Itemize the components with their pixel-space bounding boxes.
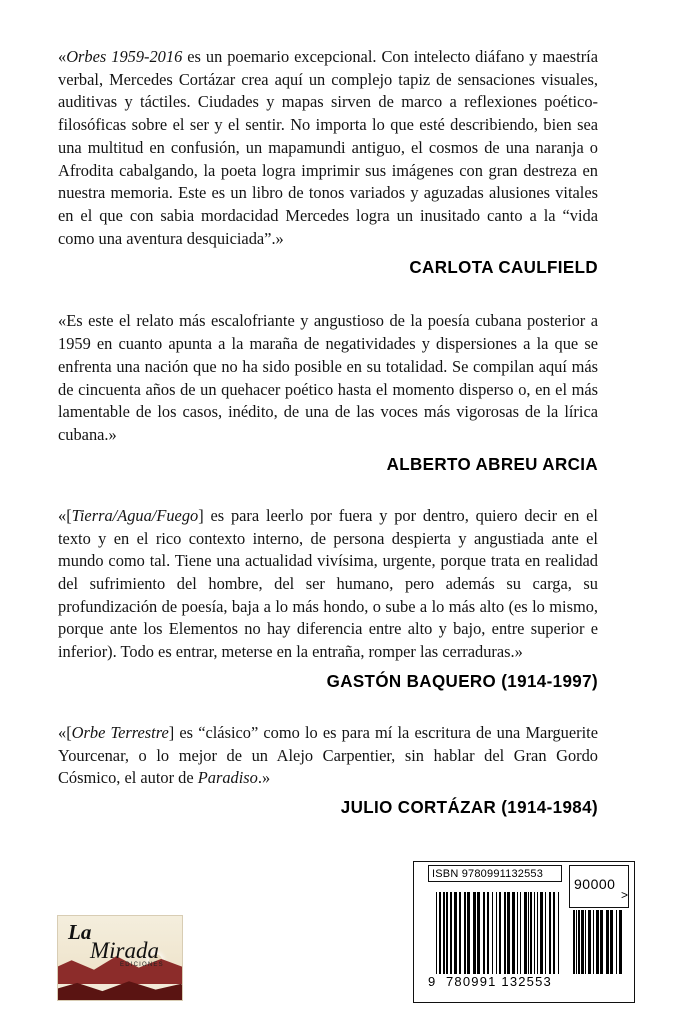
logo-text-mirada: Mirada [90,938,159,963]
publisher-logo [57,915,183,1001]
barcode-digits-main: 780991 132553 [446,974,552,989]
blurb-3 [58,505,598,692]
blurb-1-text: «Orbes 1959-2016 es un poemario excepcional. Con intelecto diáfano y maestría verbal, Mercedes Cortázar crea aquí un complejo tapiz de sensaciones visuales, auditivas y táctiles. Ciudades y mapas sirven de marco a reflexiones poético-filosóficas sobre el ser y el sentir. No importa lo que esté describiendo, bien sea una multitud en confusión, un mapamundi antiguo, el cosmos de una naranja o Afrodita cabalgando, la poeta logra imprimir sus imágenes con gran destreza en nuestra memoria. Este es un libro de tonos variados y aguzadas alusiones vitales en el que con sabia mordacidad Mercedes logra un inusitado canto a la “vida como una aventura desquiciada”.» [58,47,598,248]
barcode-block [413,861,635,1003]
blurb-3-attribution: GASTÓN BAQUERO (1914-1997) [326,670,598,691]
blurb-1 [58,46,598,278]
spacer-3 [58,702,598,722]
price-code-text: 90000 [574,876,616,892]
logo-text-la: La [68,920,92,944]
blurb-4-text: «[Orbe Terrestre] es “clásico” como lo es para mí la escritura de una Marguerite Yourcenar, o lo mejor de un Alejo Carpentier, sin hablar del Gran Gordo Cósmico, el autor de Paradiso.» [58,722,598,788]
logo-text-ediciones: EDICIONES [120,962,164,968]
spacer-1 [58,288,598,310]
blurb-2-attribution: ALBERTO ABREU ARCIA [386,453,598,474]
price-caret: > [621,888,629,902]
barcode-bars-main [436,892,560,974]
blurb-4 [58,722,598,818]
spacer-2 [58,485,598,505]
barcode-digit-left: 9 [428,974,436,989]
blurb-2 [58,310,598,474]
blurb-1-attribution: CARLOTA CAULFIELD [409,257,598,278]
blurb-3-text: «[Tierra/Agua/Fuego] es para leerlo por fuera y por dentro, quiero decir en el texto y en el rico contexto interno, de persona despierta y angustiada ante el mundo como tal. Tiene una actualidad vivísima, urgente, porque trata en realidad del sufrimiento del hombre, del ser humano, pero además su carga, su profundización de poesía, baja a lo más hondo, o sube a lo más alto (es lo mismo, porque ante los Elementos no hay diferencia entre alto y bajo, entre superior e inferior). Todo es entrar, meterse en la entraña, romper las cerraduras.» [58,505,598,662]
blurb-2-text: «Es este el relato más escalofriante y angustioso de la poesía cubana posterior a 1959 en cuanto apunta a la maraña de negatividades y dispersiones a la que se enfrenta una nación que no ha sido posible en su totalidad. Se compilan aquí más de cincuenta años de un quehacer poético hasta el momento disperso o, en el más lamentable de los casos, inédito, de una de las voces más vigorosas de la lírica cubana.» [58,311,598,445]
blurbs-container [58,46,598,828]
blurb-4-attribution: JULIO CORTÁZAR (1914-1984) [340,796,598,817]
isbn-label: ISBN 9780991132553 [432,868,544,880]
barcode-bars-addon [573,910,625,974]
